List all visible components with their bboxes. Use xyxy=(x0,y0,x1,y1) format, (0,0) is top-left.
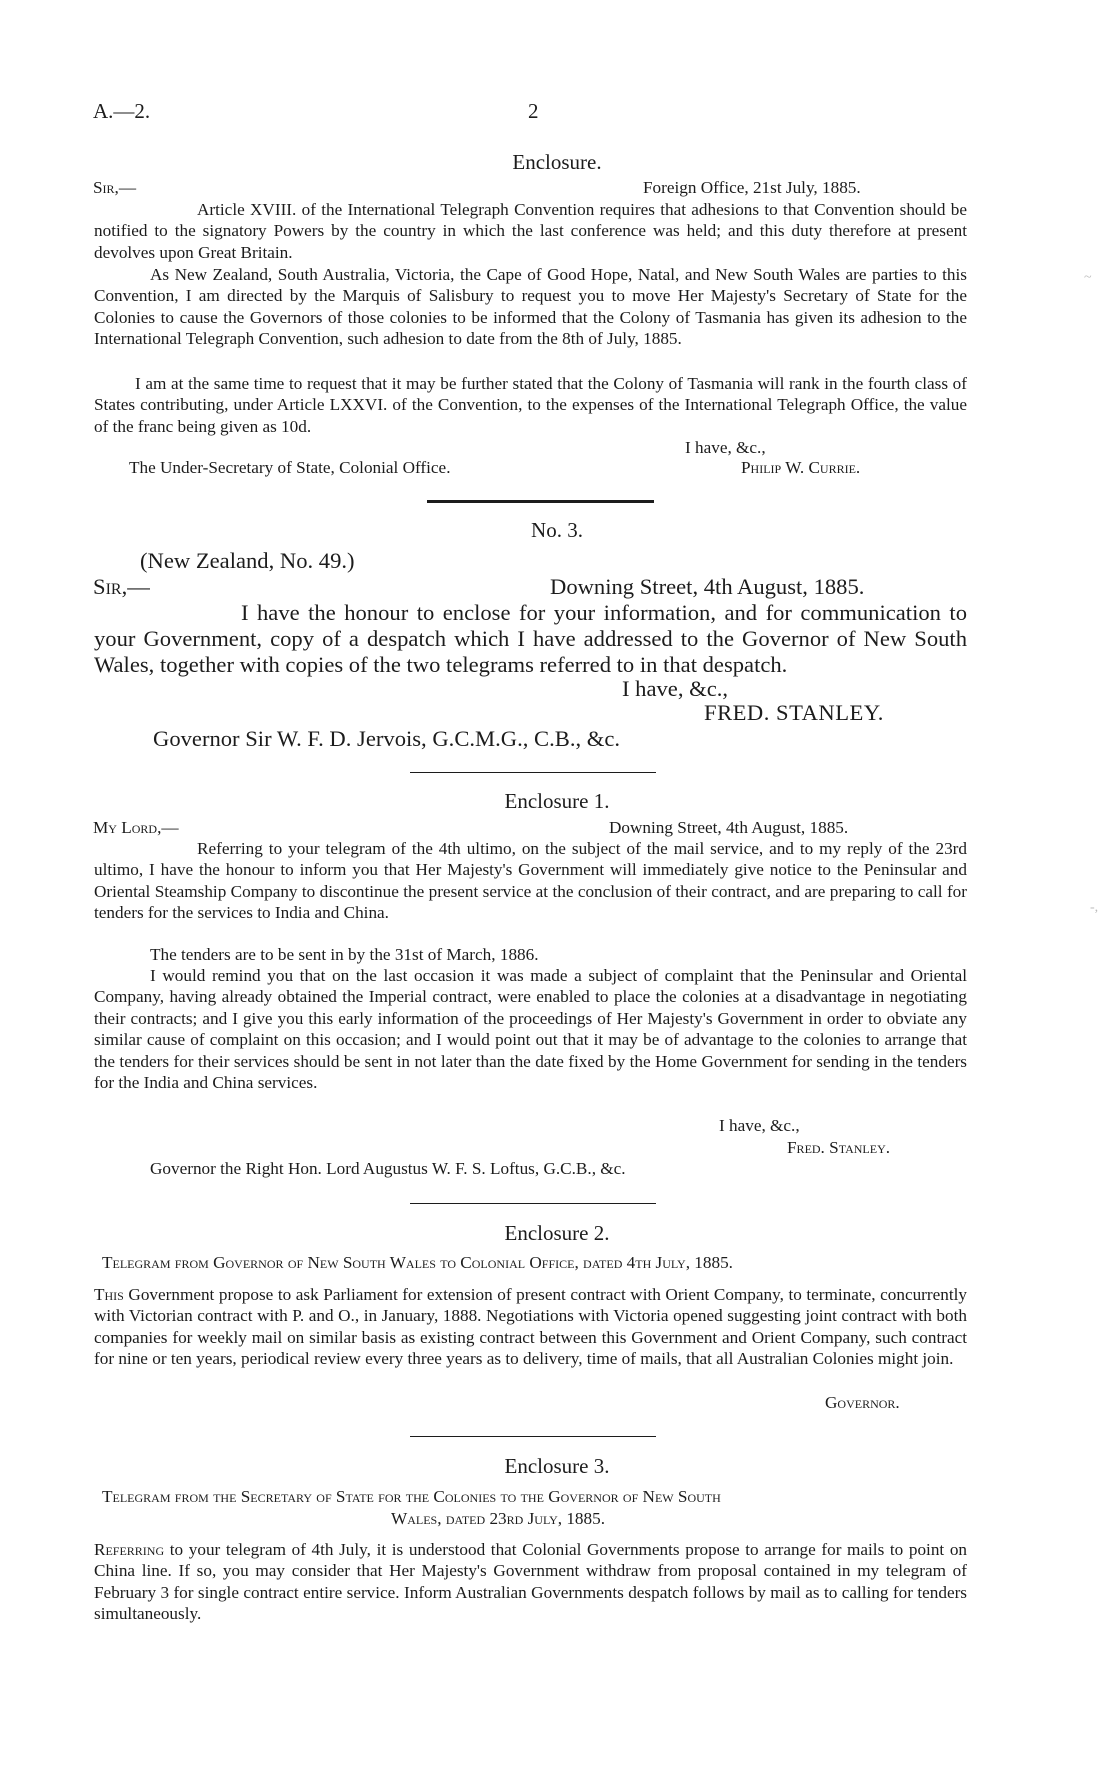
closing: I have, &c., xyxy=(622,676,729,701)
signature: Governor. xyxy=(825,1393,900,1412)
section-divider xyxy=(410,1436,656,1437)
section-divider xyxy=(410,772,656,773)
paragraph: The tenders are to be sent in by the 31st of March, 1886. xyxy=(150,945,539,964)
page-number: 2 xyxy=(528,99,539,123)
signature: FRED. STANLEY. xyxy=(704,700,884,725)
enclosure-heading: Enclosure 2. xyxy=(504,1221,610,1245)
addressee: Governor the Right Hon. Lord Augustus W. F. S. Loftus, G.C.B., &c. xyxy=(150,1159,626,1178)
telegram-title-continued: Wales, dated 23rd July, 1885. xyxy=(391,1509,606,1528)
despatch-heading: No. 3. xyxy=(531,518,583,542)
closing: I have, &c., xyxy=(719,1116,800,1135)
section-divider xyxy=(410,1203,656,1204)
place-date: Downing Street, 4th August, 1885. xyxy=(609,818,849,837)
paragraph: As New Zealand, South Australia, Victoria, the Cape of Good Hope, Natal, and New South Wales are parties to this Convention, I am directed by the Marquis of Salisbury to request you to move Her Majesty's Secretary of State for the Colonies to cause the Governors of those colonies to be informed that the Colony of Tasmania has given its adhesion to the International Telegraph Convention, such adhesion to date from the 8th of July, 1885. xyxy=(94,265,967,349)
margin-scan-mark: ~ xyxy=(1084,270,1092,285)
section-divider xyxy=(427,500,654,503)
document-reference: A.—2. xyxy=(93,99,151,123)
telegram-text: to your telegram of 4th July, it is understood that Colonial Governments propose to arrange for mails to point on China line. If so, you may consider that Her Majesty's Government withdraw from proposal contained in my telegram of February 3 for single contract entire service. Inform Australian Governments despatch follows by mail as to calling for tenders simultaneously. xyxy=(94,1540,968,1624)
salutation: My Lord,— xyxy=(93,818,179,837)
telegram-title: Telegram from the Secretary of State for the Colonies to the Governor of New South xyxy=(102,1487,721,1506)
telegram-title: Telegram from Governor of New South Wales to Colonial Office, dated 4th July, 1885. xyxy=(102,1253,733,1272)
place-date: Downing Street, 4th August, 1885. xyxy=(550,574,865,599)
paragraph: I have the honour to enclose for your information, and for communication to your Government, copy of a despatch which I have addressed to the Governor of New South Wales, together with copies of the two telegrams referred to in that despatch. xyxy=(94,600,967,677)
paragraph: Referring to your telegram of the 4th ultimo, on the subject of the mail service, and to my reply of the 23rd ultimo, I have the honour to inform you that Her Majesty's Government will immediately give notice to the Peninsular and Oriental Steamship Company to discontinue the present service at the conclusion of their contract, and are preparing to call for tenders for the services to India and China. xyxy=(94,839,967,923)
salutation: Sir,— xyxy=(93,178,137,197)
addressee: The Under-Secretary of State, Colonial Office. xyxy=(129,458,451,477)
telegram-body xyxy=(94,1284,967,1370)
telegram-lead-word: Referring xyxy=(94,1540,165,1559)
closing: I have, &c., xyxy=(685,438,766,457)
enclosure-heading: Enclosure 1. xyxy=(504,789,610,813)
despatch-subheading: (New Zealand, No. 49.) xyxy=(140,548,355,573)
paragraph: Article XVIII. of the International Telegraph Convention requires that adhesions to that Convention should be notified to the signatory Powers by the country in which the last conference was held; and this duty therefore at present devolves upon Great Britain. xyxy=(94,200,967,262)
telegram-text: Government propose to ask Parliament for extension of present contract with Orient Company, to terminate, concurrently with Victorian contract with P. and O., in January, 1888. Negotiations with Victoria opened suggesting joint contract with both companies for weekly mail on similar basis as existing contract between this Government and Orient Company, such contract for nine or ten years, periodical review every three years as to delivery, time of mails, that all Australian Colonies might join. xyxy=(94,1285,967,1369)
enclosure-heading: Enclosure 3. xyxy=(504,1454,610,1478)
signature: Fred. Stanley. xyxy=(787,1138,891,1157)
enclosure-heading: Enclosure. xyxy=(512,150,602,174)
signature: Philip W. Currie. xyxy=(741,458,861,477)
salutation: Sir,— xyxy=(93,574,150,599)
telegram-lead-word: This xyxy=(94,1285,124,1304)
place-date: Foreign Office, 21st July, 1885. xyxy=(643,178,861,197)
paragraph: I would remind you that on the last occasion it was made a subject of complaint that the Peninsular and Oriental Company, having already obtained the Imperial contract, were enabled to place the colonies at a disadvantage in negotiating their contracts; and I give you this early information of the proceedings of Her Majesty's Government in order to obviate any similar cause of complaint on this occasion; and I would point out that it may be of advantage to the colonies to arrange that the tenders for their services should be sent in not later than the date fixed by the Home Government for sending in the tenders for the India and China services. xyxy=(94,966,967,1093)
telegram-body xyxy=(94,1539,967,1625)
margin-scan-mark: -, xyxy=(1090,900,1099,915)
paragraph: I am at the same time to request that it may be further stated that the Colony of Tasmania will rank in the fourth class of States contributing, under Article LXXVI. of the Convention, to the expenses of the International Telegraph Office, the value of the franc being given as 10d. xyxy=(94,374,967,436)
addressee: Governor Sir W. F. D. Jervois, G.C.M.G., C.B., &c. xyxy=(153,726,621,751)
